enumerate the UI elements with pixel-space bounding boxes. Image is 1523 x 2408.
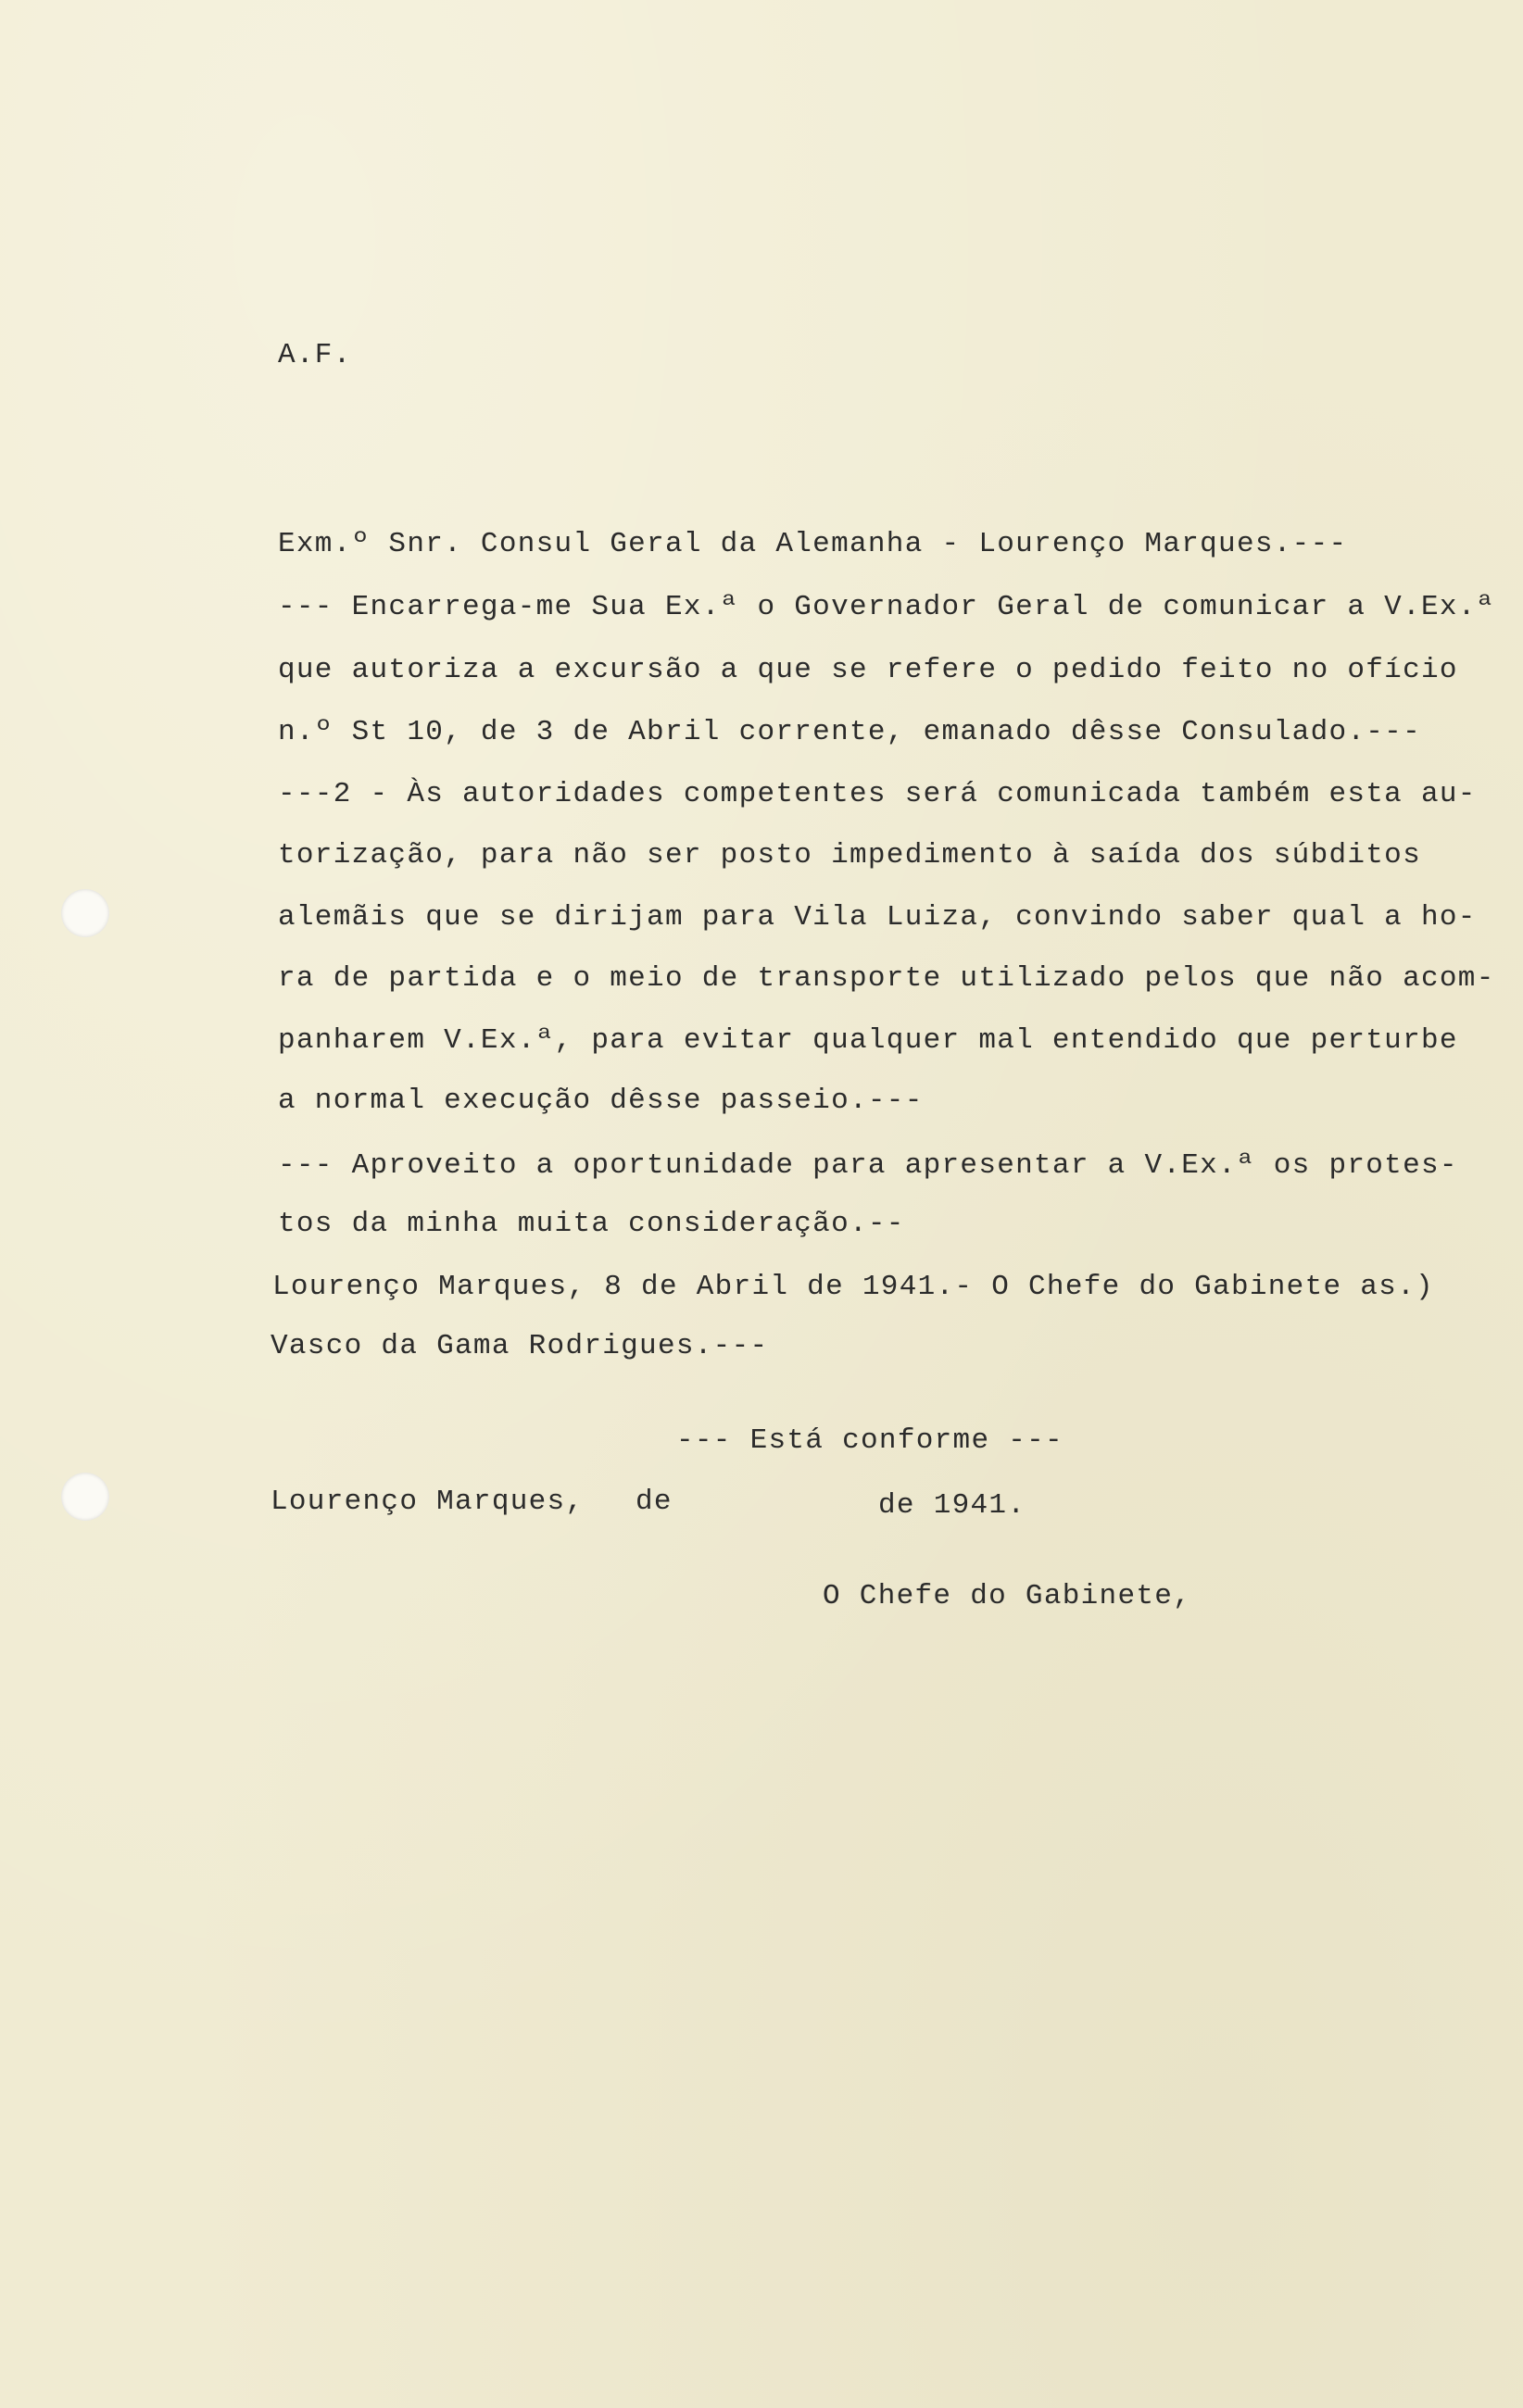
letter-line: tos da minha muita consideração.-- bbox=[278, 1208, 905, 1240]
certification-de-2: de 1941. bbox=[878, 1489, 1026, 1522]
letter-line: ---2 - Às autoridades competentes será comunicada também esta au- bbox=[278, 778, 1477, 810]
letter-line: Lourenço Marques, 8 de Abril de 1941.- O Chefe do Gabinete as.) bbox=[272, 1271, 1434, 1303]
letter-line: --- Aproveito a oportunidade para apresentar a V.Ex.ª os protes- bbox=[278, 1149, 1458, 1182]
letter-line: ra de partida e o meio de transporte utilizado pelos que não acom- bbox=[278, 962, 1495, 995]
letter-line: alemãis que se dirijam para Vila Luiza, convindo saber qual a ho- bbox=[278, 901, 1477, 934]
letter-line: que autoriza a excursão a que se refere o pedido feito no ofício bbox=[278, 654, 1458, 686]
punch-hole bbox=[61, 1473, 109, 1521]
letter-line: Exm.º Snr. Consul Geral da Alemanha - Lourenço Marques.--- bbox=[278, 528, 1348, 560]
initials: A.F. bbox=[278, 339, 352, 371]
letter-line: panharem V.Ex.ª, para evitar qualquer mal entendido que perturbe bbox=[278, 1024, 1458, 1057]
letter-line: --- Encarrega-me Sua Ex.ª o Governador Geral de comunicar a V.Ex.ª bbox=[278, 591, 1495, 623]
signature-block: O Chefe do Gabinete, bbox=[823, 1580, 1192, 1612]
letter-line: a normal execução dêsse passeio.--- bbox=[278, 1085, 924, 1117]
certification-place: Lourenço Marques, bbox=[271, 1486, 585, 1518]
letter-line: n.º St 10, de 3 de Abril corrente, emanado dêsse Consulado.--- bbox=[278, 716, 1421, 748]
certification-de-1: de bbox=[636, 1486, 673, 1518]
conforme-line: --- Está conforme --- bbox=[676, 1424, 1064, 1457]
letter-line: Vasco da Gama Rodrigues.--- bbox=[271, 1330, 769, 1362]
punch-hole bbox=[61, 889, 109, 937]
letter-line: torização, para não ser posto impedimento à saída dos súbditos bbox=[278, 839, 1421, 872]
